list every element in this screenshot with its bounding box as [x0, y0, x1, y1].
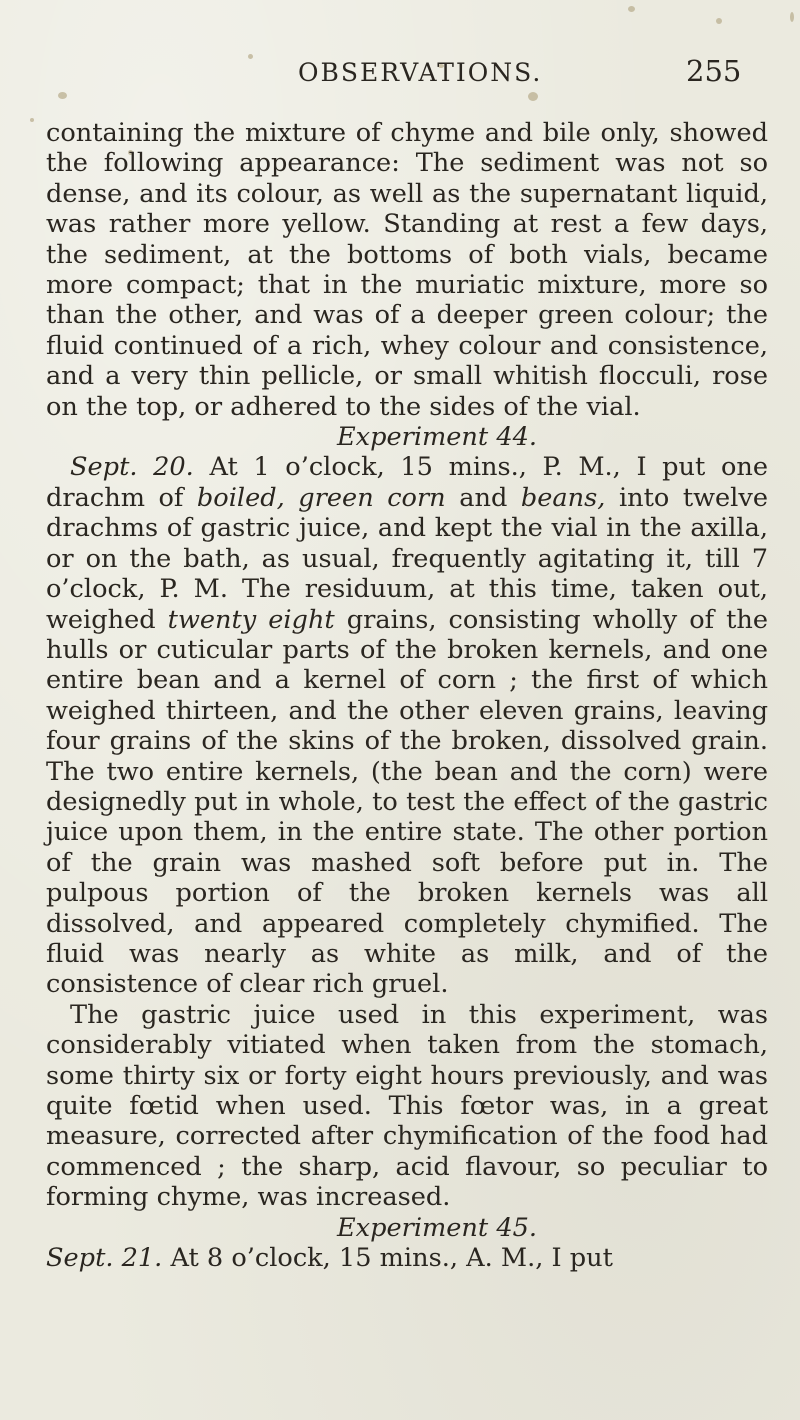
experiment-45-date: Sept. 21.	[46, 1243, 163, 1274]
word-and: and	[459, 482, 508, 513]
emphasis-beans: beans,	[520, 482, 606, 513]
experiment-45-heading: Experiment 45.	[336, 1212, 538, 1243]
experiment-44-text-c: grains, consisting wholly of the hulls or cuticular parts of the broken kernels, and one entire bean and a kernel of corn ; the first of which weighed thirteen, and the other eleven grains, leaving four grains of the skins of the broken, dissolved grain. The two entire kernels, (the bean and the corn) were designedly put in whole, to test the effect of the gastric juice upon them, in the entire state. The other portion of the grain was mashed soft before put in. The pulpous portion of the broken kernels was all dissolved, and appeared completely chymified. The fluid was nearly as white as milk, and of the consistence of clear rich gruel.	[46, 604, 769, 1000]
emphasis-twenty-eight: twenty eight	[167, 604, 335, 635]
experiment-44-date: Sept. 20.	[70, 452, 194, 483]
paragraph-continuation: containing the mixture of chyme and bile only, showed the following appearance: The sediment was not so dense, and its colour, as well as the supernatant liquid, was rather more yellow. Standing at rest a few days, the sediment, at the bottoms of both vials, became more compact; that in the muriatic mixture, more so than the other, and was of a deeper green colour; the fluid continued of a rich, whey colour and consistence, and a very thin pellicle, or small whitish flocculi, rose on the top, or adhered to the sides of the vial.	[46, 118, 768, 422]
experiment-44-paragraph	[46, 452, 768, 999]
experiment-44-heading: Experiment 44.	[336, 422, 538, 453]
emphasis-boiled: boiled,	[196, 482, 285, 513]
running-title: OBSERVATIONS.	[298, 58, 543, 87]
experiment-44-text-a: At 1 o’clock, 15 mins., P. M., I put one drachm of	[46, 452, 768, 513]
body-text	[46, 118, 768, 1273]
experiment-45-text: At 8 o’clock, 15 mins., A. M., I put	[170, 1243, 613, 1274]
emphasis-green-corn: green corn	[298, 482, 446, 513]
experiment-44-paragraph-2: The gastric juice used in this experiment, was considerably vitiated when taken from the stomach, some thirty six or forty eight hours previously, and was quite fœtid when used. This fœtor was, in a great measure, corrected after chymification of the food had commenced ; the sharp, acid flavour, so peculiar to forming chyme, was increased.	[46, 999, 768, 1213]
running-head	[0, 52, 800, 92]
experiment-45-paragraph	[46, 1243, 768, 1273]
experiment-44-text-b: into twelve drachms of gastric juice, and kept the vial in the axilla, or on the bath, as usual, frequently agitating it, till 7 o’clock, P. M. The residuum, at this time, taken out, weighed	[46, 482, 768, 635]
page-number: 255	[686, 54, 742, 88]
